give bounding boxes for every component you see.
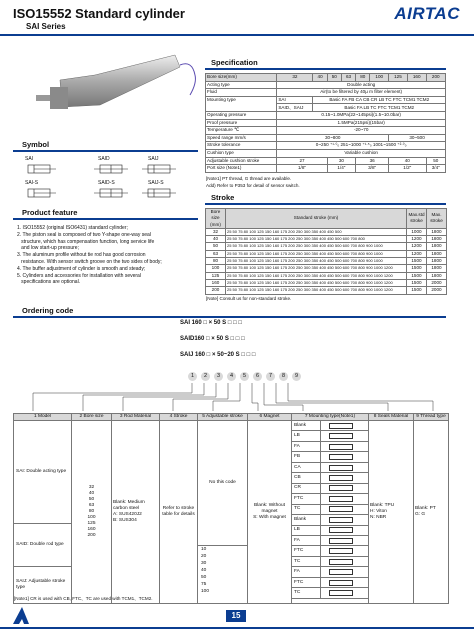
mounting-shape-icon	[329, 496, 353, 502]
footer-rule	[0, 627, 474, 629]
code-position-row	[188, 372, 301, 381]
mounting-row	[292, 567, 368, 577]
ordering-heading: Ordering code	[22, 306, 74, 315]
order-code-saij: SAIJ 160 □ × 50~20 S □ □ □	[180, 352, 256, 358]
spec-rule	[205, 68, 446, 70]
feature-line: 5. Cylinders and accessories for installation with several	[17, 272, 141, 279]
feature-list	[17, 225, 202, 286]
stroke-row: 80 25 50 75 80 100 125 150 160 175 200 250 300 350 400 450 500 600 700 800 900 1000 1500 1800	[206, 258, 447, 265]
mounting-row	[292, 505, 368, 515]
order-code-sai: SAI 160 □ × 50 S □ □ □	[180, 320, 243, 326]
header-rule	[0, 34, 474, 36]
mounting-shape-icon	[329, 527, 353, 533]
spec-table: Bore size(mm) 32 40 50 63 80 100 125 160 200 Acting type Double acting Fluid Air(to be filtered by 40μ m filter element) Mounting type SAI Basic FA FB CA CB CR LB TC FTC TCM1 TCM2 SAID、SAIJ Basic FA LB TC FTC TCM1 TCM2 Operating pressure 0.15~1.0MPa(22~145psi)(1.5~10.0bar) Proof pressure 1.5MPa(215psi)(15bar) Temperature ℃ -20~70 Speed range mm/s 30~800 30~500 Stroke tolerance 0~250 ⁺¹·⁰₀ 251~1000 ⁺¹·⁵₀ 1001~1500 ⁺²·⁰₀ Cushion type Variable cushion Adjustable cushion stroke 27 30 36 40 50 Port size (Note1) 1/8" 1/4" 3/8" 1/2" 3/4"	[205, 73, 446, 173]
mounting-shape-icon	[329, 433, 353, 439]
ordering-note: [Note1] CR is used with CB, FTC、TC are used with TCM1、TCM2.	[14, 596, 153, 601]
mounting-row	[292, 536, 368, 546]
code-position-7: 7	[266, 372, 275, 381]
mounting-row	[292, 588, 368, 598]
stroke-table: Bore size (mm) Standard stroke (mm) Max.std stroke Max. stroke 32 25 50 75 80 100 125 150 160 175 200 250 300 350 400 450 500 1000 1800 40 25 50 75 80 100 125 150 160 175 200 250 300 350 400 450 500 600 700 800 1200 1800 50 25 50 75 80 100 125 150 160 175 200 250 300 350 400 450 500 600 700 800 900 1000 1200 1800 63 25 50 75 80 100 125 150 160 175 200 250 300 350 400 450 500 600 700 800 900 1000 1200 1800 80 25 50 75 80 100 125 150 160 175 200 250 300 350 400 450 500 600 700 800 900 1000 1500 1800 100 25 50 75 80 100 125 150 160 175 200 250 300 350 400 450 500 600 700 800 900 1000 1200 1500 1800 125 25 50 75 80 100 125 150 160 175 200 250 300 350 400 450 500 600 700 800 900 1000 1200 1500 1800 160 25 50 75 80 100 125 150 160 175 200 250 300 350 400 450 500 600 700 800 900 1000 1200 1500 2000 200 25 50 75 80 100 125 150 160 175 200 250 300 350 400 450 500 600 700 800 900 1000 1200 1500 2000	[205, 208, 447, 295]
symbol-label: SAI	[25, 156, 34, 162]
feature-line: 1. ISO15552 (original ISO6431) standard cylinder;	[17, 225, 128, 231]
bore-options: 32 40 50 63 80 100 125 160 200	[72, 421, 112, 604]
mounting-code: CR	[292, 484, 321, 493]
mounting-shape-icon	[329, 423, 353, 429]
mounting-code: TC	[292, 505, 321, 514]
stroke-row: 160 25 50 75 80 100 125 150 160 175 200 250 300 350 400 450 500 600 700 800 900 1000 1200 1500 2000	[206, 279, 447, 286]
code-position-6: 6	[253, 372, 262, 381]
mounting-code: LB	[292, 526, 321, 535]
mounting-code: FA	[292, 442, 321, 451]
mounting-shape-icon	[329, 485, 353, 491]
stroke-options: Refer to stroke table for details	[160, 421, 198, 604]
order-code-said: SAID160 □ × 50 S □ □ □	[180, 336, 245, 342]
mounting-shape-icon	[329, 454, 353, 460]
mounting-code: FB	[292, 452, 321, 461]
mounting-code: FTC	[292, 546, 321, 555]
code-position-2: 2	[201, 372, 210, 381]
mounting-code: FTC	[292, 494, 321, 503]
feature-line: structure, which has compensation function, long service life	[17, 238, 155, 245]
mounting-code: TC	[292, 588, 321, 597]
brand-logo: AIRTAC	[394, 4, 460, 23]
symbol-label: SAIJ	[148, 156, 159, 162]
symbol-label: SAIJ-S	[148, 180, 164, 186]
feature-line: 4. The buffer adjustment of cylinder is smooth and steady;	[17, 265, 146, 272]
mounting-row	[292, 463, 368, 473]
mounting-row	[292, 421, 368, 431]
feature-rule	[13, 218, 198, 220]
mounting-code: LB	[292, 431, 321, 440]
mounting-row	[292, 578, 368, 588]
stroke-row: 32 25 50 75 80 100 125 150 160 175 200 250 300 350 400 450 500 1000 1800	[206, 228, 447, 235]
mounting-row	[292, 473, 368, 483]
mounting-shape-icon	[329, 559, 353, 565]
code-position-4: 4	[227, 372, 236, 381]
stroke-note: [Note] Consult us for non-standard stroke.	[206, 296, 292, 301]
mounting-code: Blank	[292, 515, 321, 524]
spec-heading: Specification	[211, 58, 258, 67]
code-leader-lines	[13, 383, 448, 413]
thread-options: Blank: PT G: G	[414, 421, 449, 604]
mounting-row	[292, 442, 368, 452]
ordering-table: 1 Model 2 Bore size 3 Rod Material 4 Stroke 5 Adjustable stroke 6 Magnet 7 Mounting type(Note1) 8 Seals Material 9 Thread type SAI: Double acting type SAID: Double rod type SAIJ: Adjustable stroke type 32 40 50 63 80 100 125 160 200 Blank: Medium carbon steel A: SUS420J2 B: SUS304 Refer to stroke table for details No this code 10 20 30 40 50 75 100 Blank: Without magnet S: With magnet Blank LB FA FB CA CB CR FTC TC Blank LB FA FTC TC FA FTC TC Blank: TPU H: Viton N: NBR Blank: PT G: G	[13, 413, 449, 604]
mounting-code: TC	[292, 557, 321, 566]
mounting-row	[292, 452, 368, 462]
mounting-shape-icon	[329, 569, 353, 575]
pneumatic-symbols	[22, 163, 202, 203]
stroke-heading: Stroke	[211, 193, 235, 202]
stroke-row: 50 25 50 75 80 100 125 150 160 175 200 250 300 350 400 450 500 600 700 800 900 1000 1200 1800	[206, 243, 447, 250]
stroke-row: 63 25 50 75 80 100 125 150 160 175 200 250 300 350 400 450 500 600 700 800 900 1000 1200 1800	[206, 250, 447, 257]
symbol-rule	[13, 150, 198, 152]
mounting-code: Blank	[292, 421, 321, 430]
mounting-shape-icon	[329, 548, 353, 554]
code-position-5: 5	[240, 372, 249, 381]
feature-line: resistance. With sensor switch groove on the two sides of body;	[17, 258, 162, 265]
rod-options: Blank: Medium carbon steel A: SUS420J2 B: SUS304	[112, 421, 160, 604]
spec-note-2: Add) Refer to P353 for detail of sensor switch.	[206, 183, 300, 188]
mounting-shape-icon	[329, 444, 353, 450]
mounting-row	[292, 494, 368, 504]
stroke-rule	[205, 203, 446, 205]
mounting-shape-icon	[329, 475, 353, 481]
stroke-row: 125 25 50 75 80 100 125 150 160 175 200 250 300 350 400 450 500 600 700 800 900 1000 1200 1500 1800	[206, 272, 447, 279]
feature-line: and low start-up pressure;	[17, 245, 79, 252]
symbol-label: SAID-S	[98, 180, 115, 186]
feature-line: 2. The piston seal is composed of two Y-shape one-way seal	[17, 231, 151, 238]
mounting-row	[292, 484, 368, 494]
feature-heading: Product feature	[22, 208, 78, 217]
code-position-3: 3	[214, 372, 223, 381]
page-number: 15	[226, 610, 246, 622]
code-position-9: 9	[292, 372, 301, 381]
mounting-code: CA	[292, 463, 321, 472]
magnet-options: Blank: Without magnet S: With magnet	[248, 421, 292, 604]
mounting-shape-icon	[329, 590, 353, 596]
mounting-shape-icon	[329, 580, 353, 586]
stroke-row: 40 25 50 75 80 100 125 150 160 175 200 250 300 350 400 450 500 600 700 800 1200 1800	[206, 236, 447, 243]
mounting-shape-icon	[329, 517, 353, 523]
mounting-options	[292, 421, 368, 599]
mounting-code: FA	[292, 536, 321, 545]
feature-line: specifications are optional.	[17, 279, 81, 286]
series-name: SAI Series	[26, 22, 66, 31]
mounting-row	[292, 546, 368, 556]
mounting-row	[292, 515, 368, 525]
code-position-1: 1	[188, 372, 197, 381]
mounting-shape-icon	[329, 506, 353, 512]
mounting-shape-icon	[329, 538, 353, 544]
mounting-row	[292, 557, 368, 567]
mounting-row	[292, 526, 368, 536]
feature-line: 3. The aluminum profile without tie rod has good corrosion	[17, 252, 146, 259]
seal-options: Blank: TPU H: Viton N: NBR	[369, 421, 414, 604]
brand-mark-icon	[13, 607, 29, 625]
symbol-label: SAI-S	[25, 180, 39, 186]
page-title: ISO15552 Standard cylinder	[13, 6, 185, 21]
symbol-label: SAID	[98, 156, 110, 162]
mounting-code: FA	[292, 567, 321, 576]
mounting-shape-icon	[329, 465, 353, 471]
mounting-code: CB	[292, 473, 321, 482]
stroke-row: 200 25 50 75 80 100 125 150 160 175 200 250 300 350 400 450 500 600 700 800 900 1000 1200 1500 2000	[206, 287, 447, 294]
spec-note-1: [Note1] PT thread, G thread are available.	[206, 176, 292, 181]
mounting-code: FTC	[292, 578, 321, 587]
code-position-8: 8	[279, 372, 288, 381]
cylinder-image	[30, 45, 200, 130]
stroke-row: 100 25 50 75 80 100 125 150 160 175 200 250 300 350 400 450 500 600 700 800 900 1000 1200 1500 1800	[206, 265, 447, 272]
ordering-rule	[13, 316, 446, 318]
symbol-heading: Symbol	[22, 140, 50, 149]
mounting-row	[292, 431, 368, 441]
